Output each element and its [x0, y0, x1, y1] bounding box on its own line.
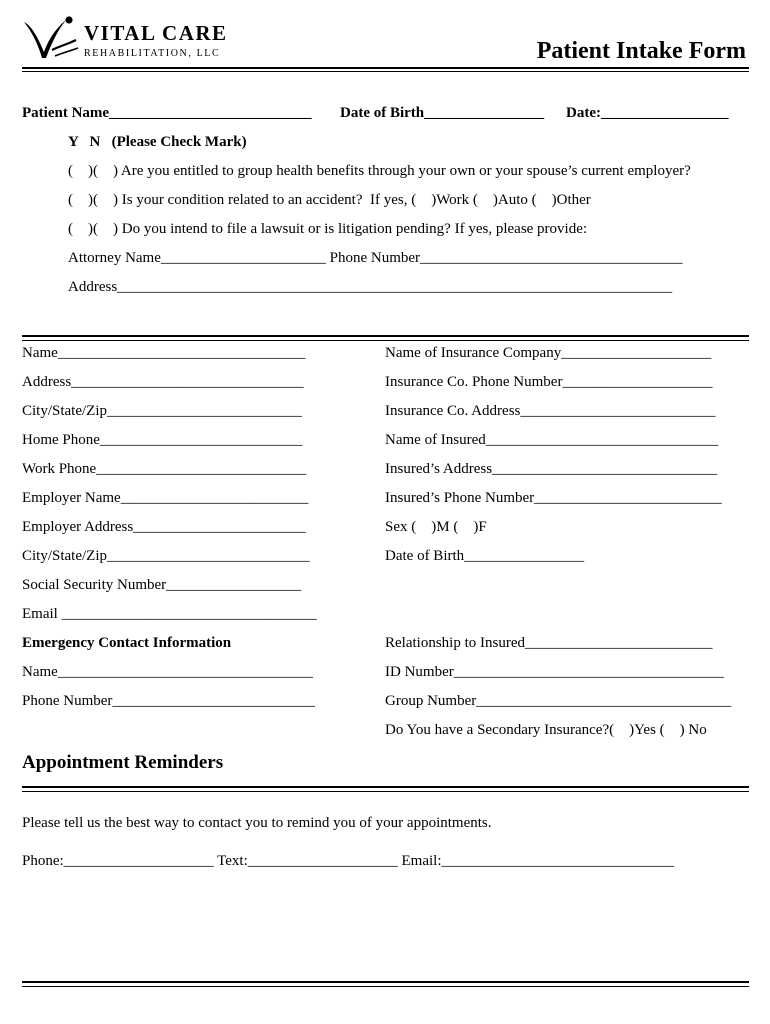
email-input[interactable]: Email __________________________________: [22, 606, 317, 622]
city-state-zip-input[interactable]: City/State/Zip__________________________: [22, 403, 302, 419]
question-lawsuit[interactable]: ( )( ) Do you intend to file a lawsuit or is litigation pending? If yes, please provide:: [68, 221, 588, 237]
date-field[interactable]: Date:_________________: [566, 105, 729, 121]
emergency-contact-heading: Emergency Contact Information: [22, 635, 232, 651]
section-divider: [22, 335, 749, 337]
footer-divider-thin: [22, 986, 749, 987]
ssn-input[interactable]: Social Security Number__________________: [22, 577, 302, 593]
id-number-input[interactable]: ID Number____________________________________: [385, 664, 724, 680]
question-group-benefits[interactable]: ( )( ) Are you entitled to group health benefits through your own or your spouse’s current employer?: [68, 163, 691, 179]
insurance-phone-input[interactable]: Insurance Co. Phone Number____________________: [385, 374, 713, 390]
insured-dob-input[interactable]: Date of Birth________________: [385, 548, 585, 564]
section-divider-thin: [22, 340, 749, 341]
employer-name-input[interactable]: Employer Name_________________________: [22, 490, 309, 506]
relationship-input[interactable]: Relationship to Insured_________________________: [385, 635, 713, 651]
secondary-insurance-checkbox[interactable]: Do You have a Secondary Insurance?( )Yes ( ) No: [385, 722, 707, 738]
group-number-input[interactable]: Group Number__________________________________: [385, 693, 732, 709]
reminders-divider-thin: [22, 791, 749, 792]
work-phone-input[interactable]: Work Phone____________________________: [22, 461, 307, 477]
reminder-contact-fields[interactable]: Phone:____________________ Text:____________________ Email:_______________________________: [22, 853, 674, 869]
patient-name-field[interactable]: Patient Name___________________________: [22, 105, 312, 121]
date-of-birth-field[interactable]: Date of Birth________________: [340, 105, 545, 121]
reminders-prompt: Please tell us the best way to contact you to remind you of your appointments.: [22, 815, 492, 831]
check-header: Y N (Please Check Mark): [68, 134, 247, 150]
emergency-name-input[interactable]: Name__________________________________: [22, 664, 313, 680]
insured-phone-input[interactable]: Insured’s Phone Number_________________________: [385, 490, 722, 506]
insured-name-input[interactable]: Name of Insured_______________________________: [385, 432, 719, 448]
sex-checkbox[interactable]: Sex ( )M ( )F: [385, 519, 487, 535]
attorney-field[interactable]: Attorney Name______________________ Phone Number___________________________________: [68, 250, 683, 266]
footer-divider: [22, 981, 749, 983]
attorney-address-field[interactable]: Address__________________________________________________________________________: [68, 279, 673, 295]
patient-name-input[interactable]: Name_________________________________: [22, 345, 306, 361]
insurance-address-input[interactable]: Insurance Co. Address__________________________: [385, 403, 716, 419]
home-phone-input[interactable]: Home Phone___________________________: [22, 432, 303, 448]
title-divider-thin: [22, 71, 749, 72]
logo-subtitle: REHABILITATION, LLC: [84, 48, 221, 59]
reminders-divider: [22, 786, 749, 788]
logo-name: VITAL CARE: [84, 21, 228, 45]
logo-mark-icon: [22, 16, 84, 60]
question-accident[interactable]: ( )( ) Is your condition related to an accident? If yes, ( )Work ( )Auto ( )Other: [68, 192, 591, 208]
employer-address-input[interactable]: Employer Address_______________________: [22, 519, 306, 535]
company-logo: [22, 16, 252, 62]
form-title: Patient Intake Form: [536, 38, 746, 64]
title-divider: [22, 67, 749, 69]
emergency-phone-input[interactable]: Phone Number___________________________: [22, 693, 315, 709]
reminders-title: Appointment Reminders: [22, 752, 224, 773]
insured-address-input[interactable]: Insured’s Address______________________________: [385, 461, 718, 477]
insurance-company-input[interactable]: Name of Insurance Company____________________: [385, 345, 712, 361]
employer-city-state-zip-input[interactable]: City/State/Zip___________________________: [22, 548, 310, 564]
address-input[interactable]: Address_______________________________: [22, 374, 304, 390]
